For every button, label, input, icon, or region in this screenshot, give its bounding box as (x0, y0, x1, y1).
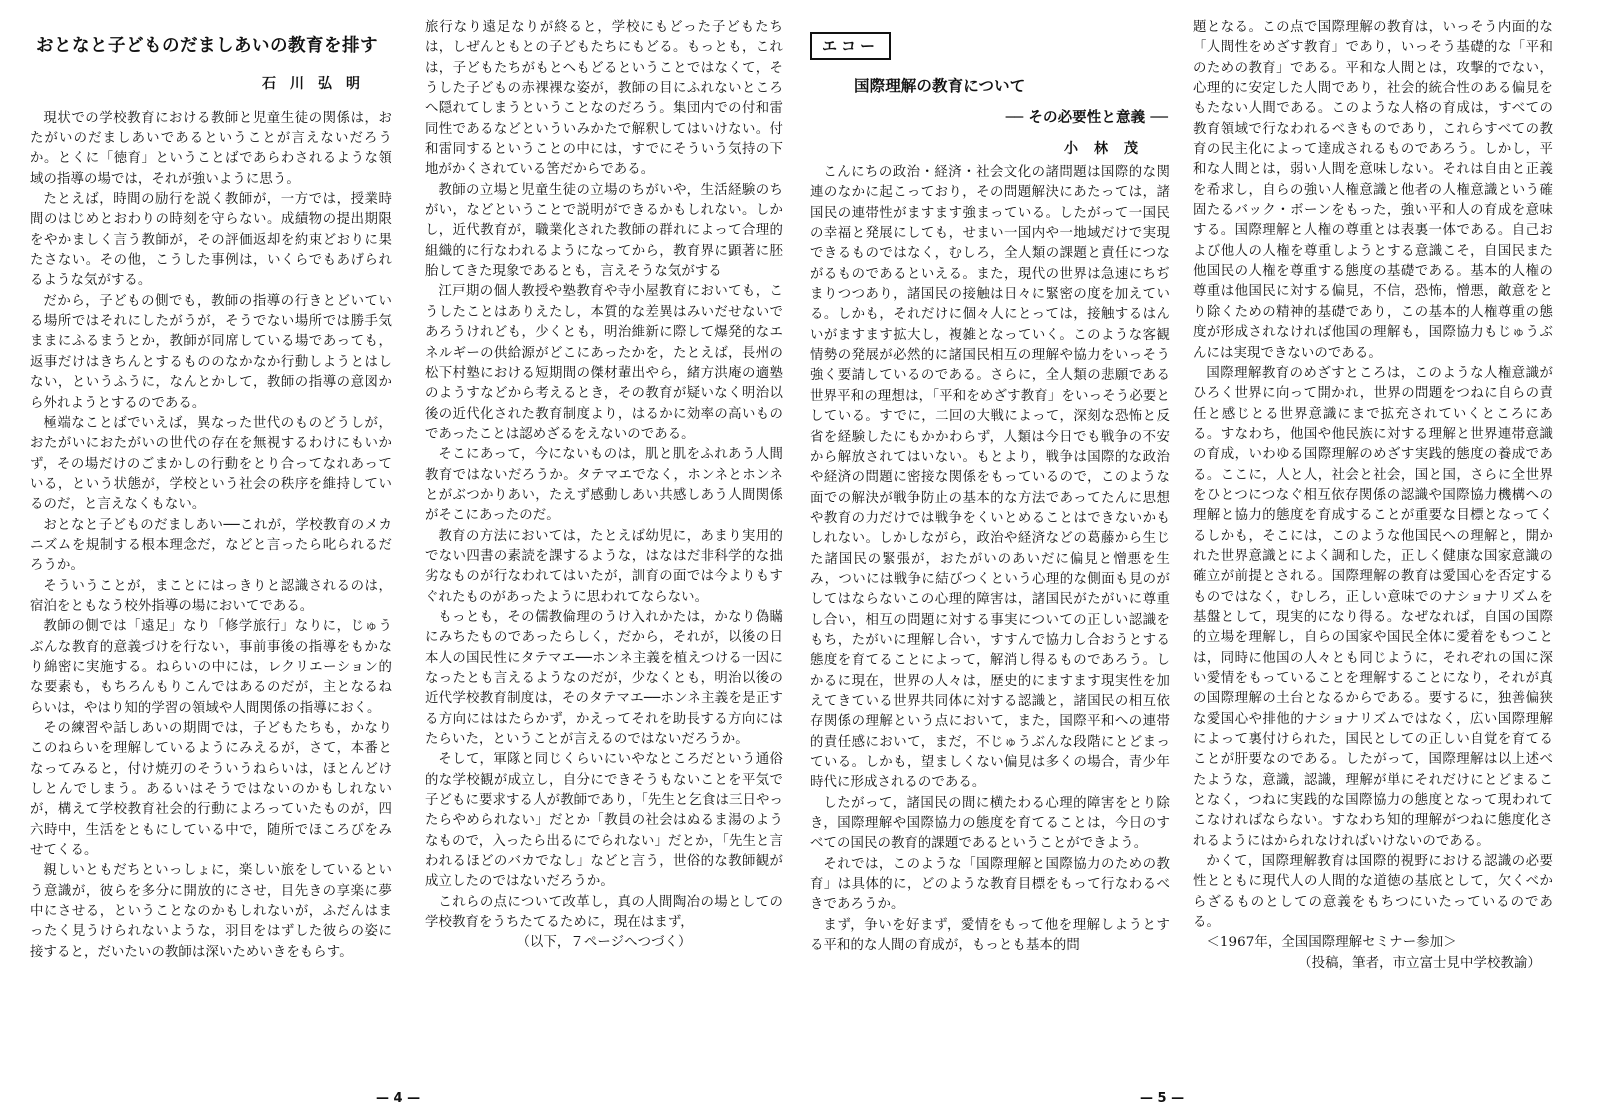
paragraph: こんにちの政治・経済・社会文化の諸問題は国際的な関連のなかに起こっており，その問題解決にあたっては，諸国民の連帯性がますます強まっている。したがって一国民の幸福と発展にしても，せまい一国内や一地域だけで実現できるものではなく，むしろ，全人類の課題と責任につながるものであるといえる。また，現代の世界は急速にちぢまりつつあり，諸国民の接触は日々に緊密の度を加えている。しかも，それだけに個々人にとっては，接触するはんいがますます拡大し，複雑となっていく。このような客観情勢の発展が必然的に諸国民相互の理解や協力をいっそう強く要請しているのである。さらに，全人類の悲願である世界平和の理想は，「平和をめざす教育」をいっそう必要としている。すでに，二回の大戦によって，深刻な恐怖と反省を経験したにもかかわらず，人類は今日でも戦争の不安から解放されてはいない。もとより，戦争は国際的な政治や経済の問題に密接な関係をもっているので，このような面での解決が戦争防止の基本的な方法であってたんに思想や教育の力だけでは戦争をくいとめることはできないかもしれない。しかしながら，政治や経済などの葛藤から生じた諸国民の緊張が，おたがいのあいだに偏見と憎悪を生み，ついには戦争に結びつくという心理的な側面も見のがしてはならないこの心理的障害は，諸国民がたがいに尊重し合い，相互の問題に対する事実についての正しい認識をもち，たがいに理解し合い，すすんで協力し合おうとする態度を育てることによって，解消し得るものであろう。しかるに現在，世界の人々は，歴史的にますます現実性を加えてきている世界共同体に対する認識と，諸国民の相互依存関係の理解という点において，また，国際平和への連帯的責任感において，まだ，不じゅうぶんな段階にとどまっている。しかも，望ましくない偏見は多くの場合，青少年時代に形成されるのである。 (810, 165, 1170, 791)
paragraph: 親しいともだちといっしょに，楽しい旅をしているという意識が，彼らを多分に開放的にさせ，目先きの享楽に夢中にさせる，ということなのかもしれないが，ふだんはまったく見うけられないような，羽目をはずした彼らの姿に接すると，だいたいの教師は深いためいきをもらす。 (30, 863, 392, 960)
paragraph: かくて，国際理解教育は国際的視野における認識の必要性とともに現代人の人間的な道徳の基底として，欠くべからざるものとしての意義をもちつにいたっているのである。 (1193, 854, 1553, 931)
paragraph: これらの点について改革し，真の人間陶冶の場としての学校教育をうちたてるために，現在はまず， (425, 894, 783, 931)
paragraph: 極端なことばでいえば，異なった世代のものどうしが，おたがいにおたがいの世代の存在を無視するわけにもいかず，その場だけのごまかしの行動をとり合ってなれあっている，という状態が，学校という社会の秩序を維持しているのだ，と言えなくもない。 (30, 415, 392, 513)
paragraph: もっとも，その儒教倫理のうけ入れかたは，かなり偽瞞にみちたものであったらしく，だから，それが，以後の日本人の国民性にタテマエ──ホンネ主義を植えつける一因になったとも言えるようなのだが，少なくとも，明治以後の近代学校教育制度は，そのタテマエ──ホンネ主義を是正する方向にははたらかず，かえってそれを助長する方向にはたらいた，ということが言えるのではないだろうか。 (425, 609, 783, 748)
paragraph: そこにあって，今にないものは，肌と肌をふれあう人間教育ではないだろうか。タテマエでなく，ホンネとホンネとがぶつかりあい，たえず感動しあい共感しあう人間関係がそこにあったのだ。 (425, 447, 783, 524)
paragraph: そして，軍隊と同じくらいにいやなところだという通俗的な学校観が成立し，自分にできそうもないことを平気で子どもに要求する人が教師であり，「先生と乞食は三日やったらやめられない」だとか「教員の社会はぬるま湯のようなもので，入ったら出るにでられない」だとか，「先生と言われるほどのバカでなし」などと言う，世俗的な教師観が成立したのではないだろうか。 (425, 752, 783, 890)
paragraph: 題となる。この点で国際理解の教育は，いっそう内面的な「人間性をめざす教育」であり，いっそう基礎的な「平和のための教育」である。平和な人間とは，攻撃的でない，心理的に安定した人間であり，社会的統合性のある偏見をもたない人間である。このような人格の育成は，すべての教育領域で行なわれるべきものであり，これらすべての教育の民主化によって達成されるものであろう。しかし，平和な人間とは，弱い人間を意味しない。それは自由と正義を希求し，自らの強い人権意識と他者の人権意識という確固たるバック・ボーンをもった，強い平和人の育成を意味する。国際理解と人権の尊重とは表裏一体である。自己および他人の人権を尊重しようとする意識こそ，自国民また他国民の人権を尊重する態度の基礎である。基本的人権の尊重は他国民に対する偏見，不信，恐怖，憎悪，敵意をとり除くための精神的基礎であり，この基本的人権尊重の態度が形成されなければ他国の理解も，国際協力もじゅうぶんには実現できないのである。 (1193, 20, 1553, 361)
article-subtitle: ── その必要性と意義 ── (1005, 110, 1168, 127)
continued-note: （以下，７ページへつづく） (516, 935, 692, 951)
paragraph: たとえば，時間の励行を説く教師が，一方では，授業時間のはじめとおわりの時刻を守らない。成績物の提出期限をやかましく言う教師が，その評価返却を約束どおりに果たさない。その他，こうした事例は，いくらでもあげられるような気がする。 (30, 192, 392, 289)
paragraph: 国際理解教育のめざすところは，このような人権意識がひろく世界に向って開かれ，世界の問題をつねに自らの責任と感じとる世界意識にまで拡充されていくところにある。すなわち，他国や他民族に対する理解と世界連帯意識の育成，いわゆる国際理解のめざす実践的態度の養成である。ここに，人と人，社会と社会，国と国，さらに全世界をひとつにつなぐ相互依存関係の認識や国際協力機構への理解と協力的態度を育成することが重要な目標となってくるしかも，そこには，このような他国民への理解と，開かれた世界意識とによく調和した，正しく健康な国家意識の確立が前提とされる。国際理解の教育は愛国心を否定するものではなく，むしろ，正しい意味でのナショナリズムを基盤として，現実的になり得る。なぜなれば，自国の国際的立場を理解し，自らの国家や国民全体に愛着をもつことは，同時に他国の人々とも同じように，それぞれの国に深い愛情をもっていることを理解することになり，それが真の国際理解の土台となるからである。要するに，独善偏狭な愛国心や排他的ナショナリズムではなく，広い国際理解によって裏付けられた，国民としての正しい自覚を育てることが肝要なのである。したがって，国際理解は以上述べたような，意識，認識，理解が単にそれだけにとどまることなく，つねに実践的な国際協力の態度となって現われてこなければならない。すなわち知的理解がつねに態度化されるようにはかられなければいけないのである。 (1193, 365, 1553, 849)
byline-note: （投稿，筆者，市立富士見中学校教諭） (1298, 955, 1541, 971)
paragraph: その練習や話しあいの期間では，子どもたちも，かなりこのねらいを理解しているようにみえるが，さて，本番となってみると，付け焼刃のそういうねらいは，ほとんどけしとんでしまう。あるいはそうではないのかもしれないが，構えて学校教育社会的行動によろっていたものが，四六時中，生活をともにしている中で，随所でほころびをみせてくる。 (30, 721, 392, 859)
paragraph: 江戸期の個人教授や塾教育や寺小屋教育においても，こうしたことはありえたし，本質的な差異はみいだせないであろうけれども，少くとも，明治維新に際して爆発的なエネルギーの供給源がどこにあったかを，たとえば，長州の松下村塾における短期間の傑材輩出やら，緒方洪庵の適塾のようすなどから考えるとき，その教育が疑いなく明治以後の近代化された教育制度より，はるかに効率の高いものであったことは認めざるをえないのである。 (425, 284, 783, 442)
page-5 (800, 0, 1600, 1112)
paragraph: 教師の側では「遠足」なり「修学旅行」なりに，じゅうぶんな教育的意義づけを行ない，事前事後の指導をもかなり綿密に実施する。ねらいの中には，レクリエーション的な要素も，もちろんもりこんではあるのだが，主となるねらいは，やはり知的学習の領域や人間関係の指導におく。 (30, 619, 392, 716)
paragraph: 教師の立場と児童生徒の立場のちがいや，生活経験のちがい，などということで説明ができるかもしれない。しかし，近代教育が，職業化された教師の群れによって合理的組織的に行なわれるようになってから，教育界に顕著に胚胎してきた現象であるとも，言えそうな気がする (425, 182, 783, 280)
page-number: — 4 — (376, 1091, 421, 1106)
seminar-note: ＜1967年，全国国際理解セミナー参加＞ (1206, 935, 1457, 951)
column-4-body (1193, 18, 1553, 933)
article-author: 小林茂 (1064, 140, 1154, 157)
column-1-body (30, 109, 392, 963)
paragraph: 教育の方法においては，たとえば幼児に，あまり実用的でない四書の素読を課するような，はなはだ非科学的な拙劣なものが行なわれてはいたが，訓育の面では今よりもすぐれたものがあったように思われてならない。 (425, 528, 783, 605)
paragraph: したがって，諸国民の間に横たわる心理的障害をとり除き，国際理解や国際協力の態度を育てることは，今日のすべての国民の教育的課題であるということができよう。 (810, 795, 1170, 852)
paragraph: 現状での学校教育における教師と児童生徒の関係は，おたがいのだましあいであるということが言えないだろうか。とくに「徳育」ということばであらわされるような領域の指導の場では，それが強いように思う。 (30, 110, 392, 187)
paragraph: それでは，このような「国際理解と国際協力のための教育」は具体的に，どのような教育目標をもって行なわるべきであろうか。 (810, 856, 1170, 913)
article-title: おとなと子どものだましあいの教育を排す (36, 36, 378, 56)
paragraph: そういうことが，まことにはっきりと認識されるのは，宿泊をともなう校外指導の場においてである。 (30, 578, 392, 614)
article-title: 国際理解の教育について (854, 77, 1026, 95)
column-1 (30, 36, 392, 963)
column-2-body (425, 18, 783, 933)
column-2 (425, 18, 783, 954)
page-number: — 5 — (1140, 1091, 1185, 1106)
column-3 (810, 32, 1170, 956)
echo-label: エコー (810, 32, 891, 60)
paragraph: おとなと子どものだましあい──これが，学校教育のメカニズムを規制する根本理念だ，などと言ったら叱られるだろうか。 (30, 517, 392, 574)
paragraph: 旅行なり遠足なりが終ると，学校にもどった子どもたちは，しぜんともとの子どもたちにもどる。もっとも，これは，子どもたちがもとへもどるということではなくて，そうした子どもの赤裸裸な姿が，教師の目にふれないところへ隠れてしまうということなのだろう。集団内での付和雷同性であるなどといういみかたで解釈してはいけない。付和雷同するということの中には，すでにそういう気持の下地がかくされている筈だからである。 (425, 20, 783, 178)
column-3-body (810, 163, 1170, 956)
column-4 (1193, 18, 1553, 974)
paragraph: まず，争いを好まず，愛情をもって他を理解しようとする平和的な人間の育成が，もっとも基本的問 (810, 917, 1170, 954)
article-author: 石川弘明 (262, 76, 374, 93)
paragraph: だから，子どもの側でも，教師の指導の行きとどいている場所ではそれにしたがうが，そうでない場所では勝手気ままにふるまうとか，教師が同席している場であっても，返事だけはきちんとするもののなかなか行動しようとはしない，というふうに，なんとかして，教師の指導の意図から外れようとするのである。 (30, 293, 392, 411)
